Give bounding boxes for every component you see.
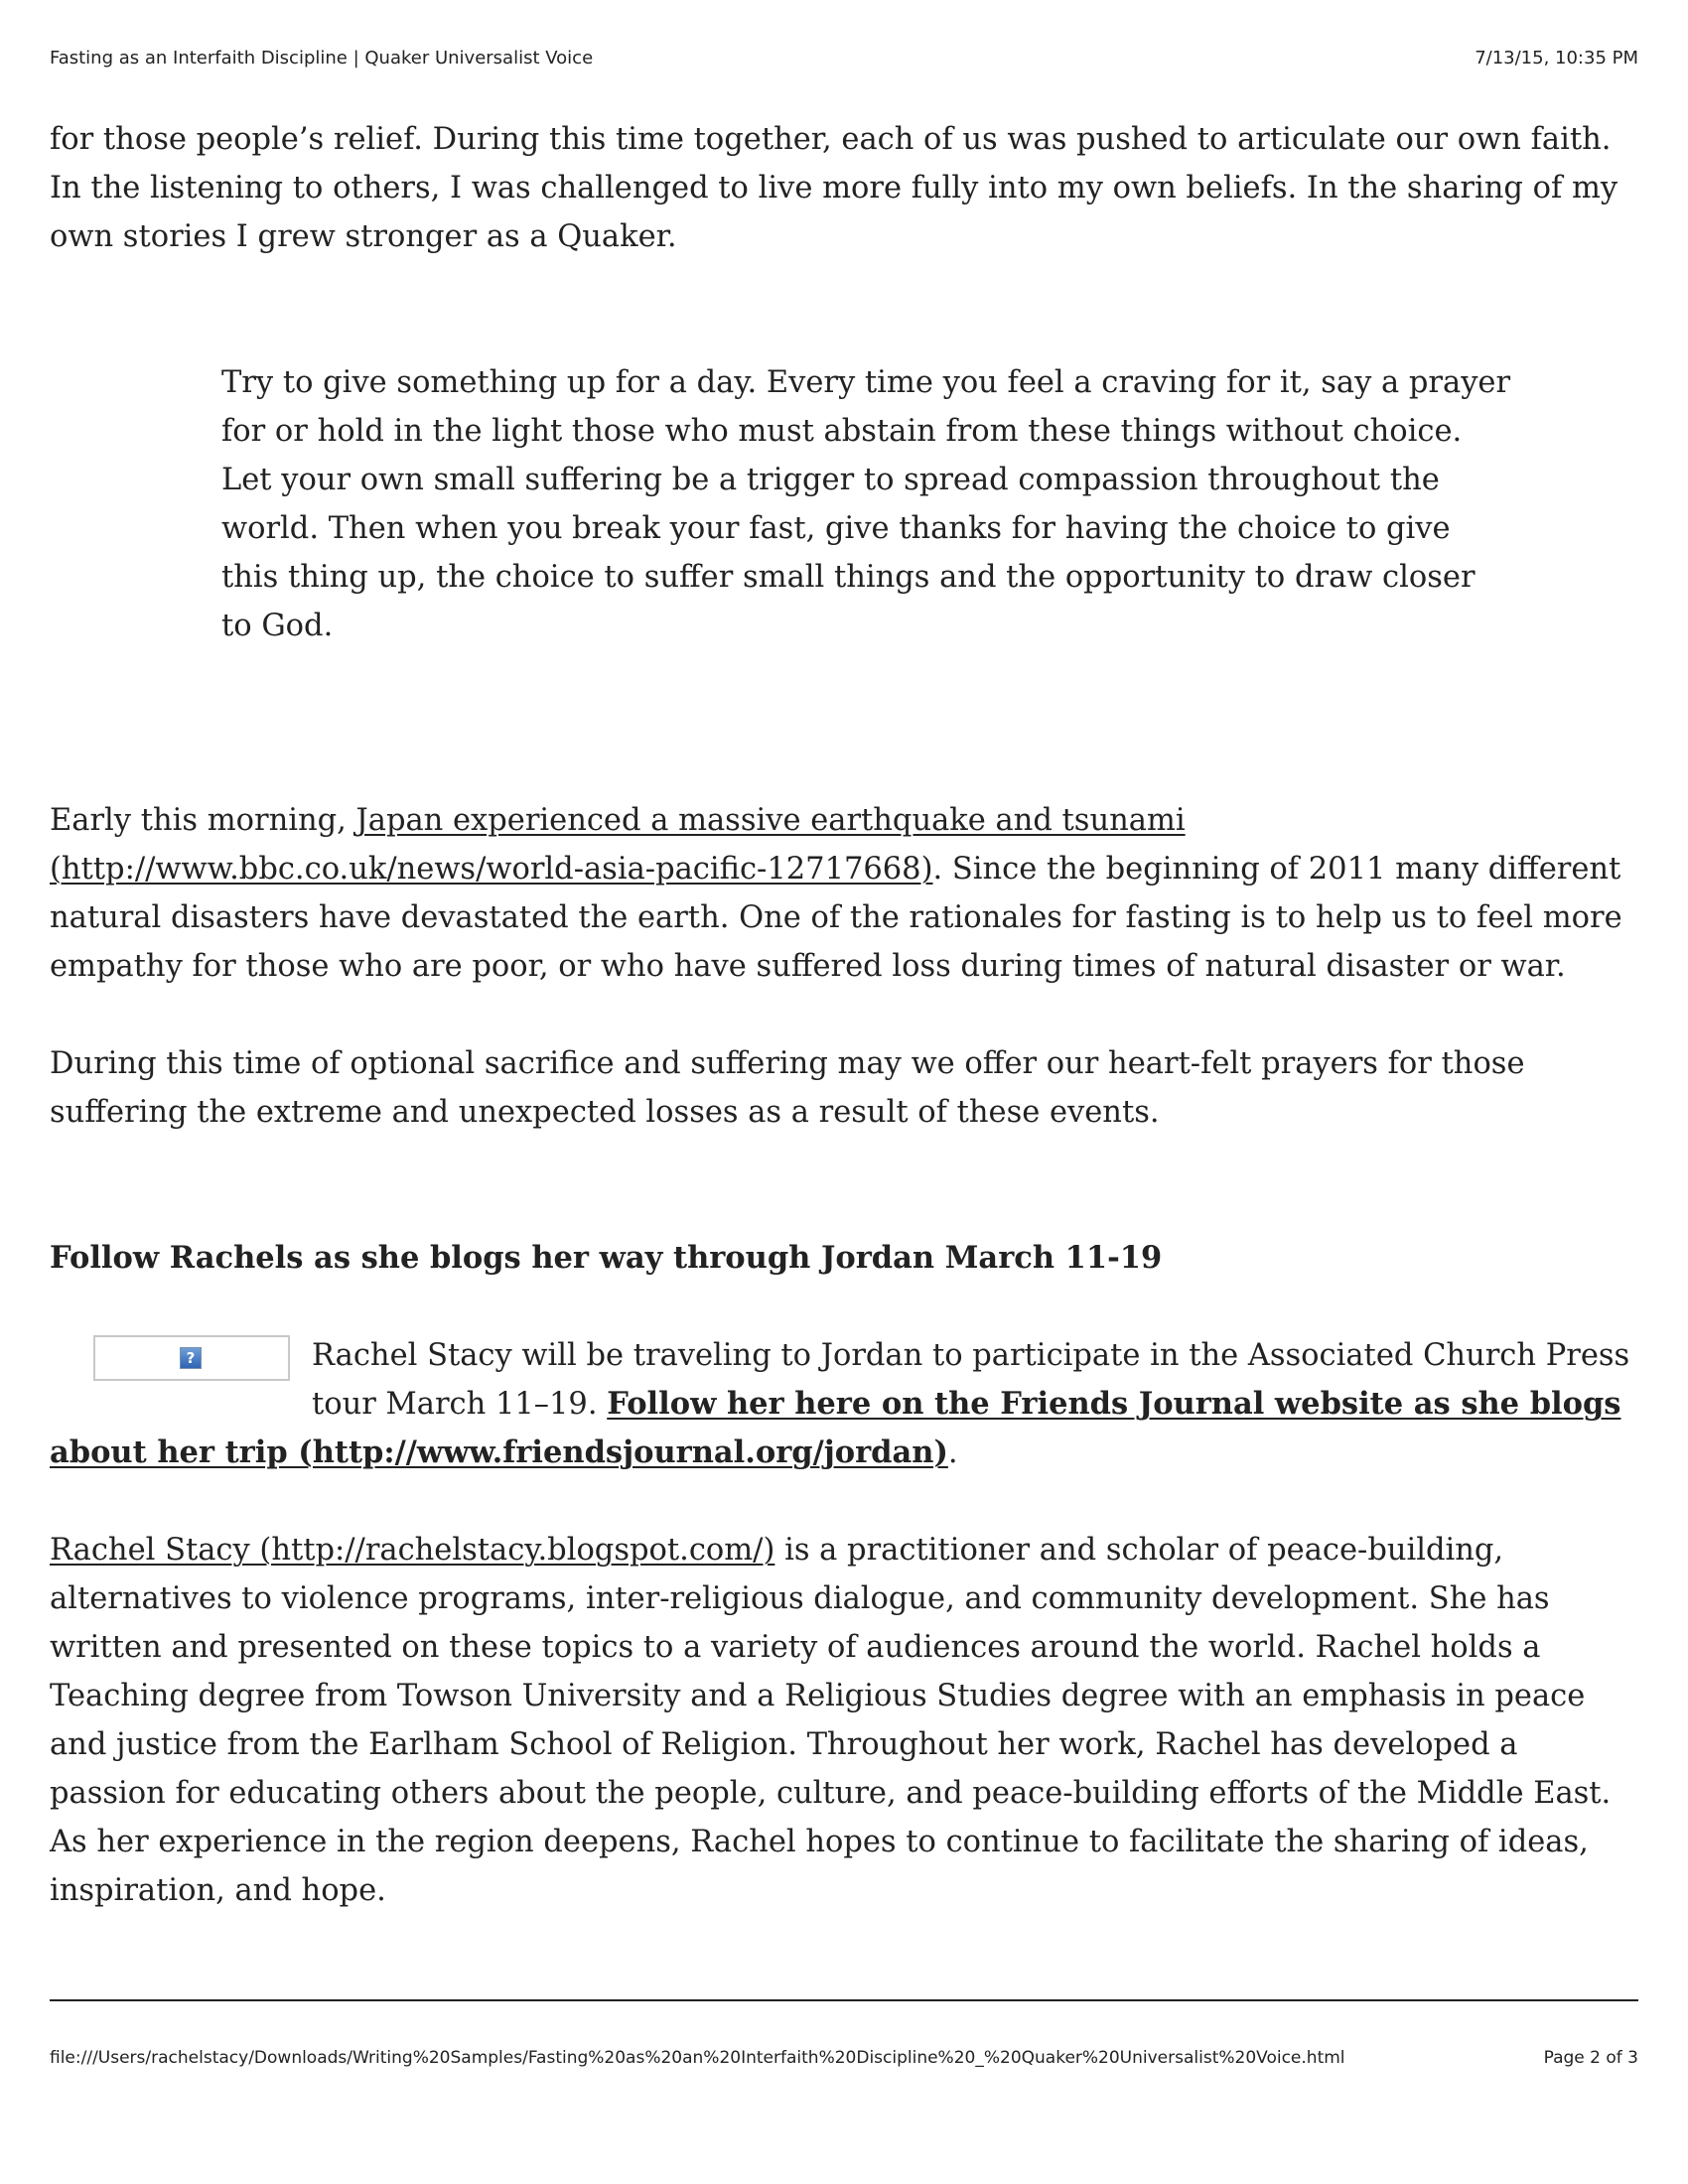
japan-lead-text: Early this morning, bbox=[50, 803, 356, 838]
japan-paragraph bbox=[50, 796, 1638, 991]
page-title: Fasting as an Interfaith Discipline | Quaker Universalist Voice bbox=[50, 48, 594, 68]
friends-journal-link[interactable]: Follow her here on the Friends Journal website as she blogs about her trip (http://www.friendsjournal.org/jordan) bbox=[50, 1386, 1621, 1470]
trip-paragraph bbox=[50, 1331, 1638, 1477]
print-footer bbox=[50, 2048, 1638, 2072]
bio-paragraph bbox=[50, 1526, 1638, 1915]
print-datetime: 7/13/15, 10:35 PM bbox=[1475, 48, 1638, 68]
intro-paragraph: for those people’s relief. During this time together, each of us was pushed to articulate our own faith. In the listening to others, I was challenged to live more fully into my own beliefs. In the sharing of my own stories I grew stronger as a Quaker. bbox=[50, 122, 1618, 254]
article-content bbox=[50, 115, 1638, 1915]
broken-image-placeholder bbox=[93, 1335, 290, 1381]
bio-rest-text: is a practitioner and scholar of peace-building, alternatives to violence programs, inter-religious dialogue, and community development. She has written and presented on these topics to a variety of audiences around the world. Rachel holds a Teaching degree from Towson University and a Religious Studies degree with an emphasis in peace and justice from the Earlham School of Religion. Throughout her work, Rachel has developed a passion for educating others about the people, culture, and peace-building efforts of the Middle East. As her experience in the region deepens, Rachel hopes to continue to facilitate the sharing of ideas, inspiration, and hope. bbox=[50, 1533, 1612, 1908]
prayer-paragraph: During this time of optional sacrifice and suffering may we offer our heart-felt prayers for those suffering the extreme and unexpected losses as a result of these events. bbox=[50, 1046, 1525, 1130]
question-mark-icon: ? bbox=[180, 1347, 202, 1369]
page-number: Page 2 of 3 bbox=[1543, 2048, 1638, 2068]
rachel-stacy-blog-link[interactable]: Rachel Stacy (http://rachelstacy.blogspot.com/) bbox=[50, 1533, 775, 1568]
trip-end-text: . bbox=[947, 1435, 958, 1470]
trip-lead-text: Rachel Stacy will be traveling to Jordan to participate in the Associated Church Press tour March 11–19. bbox=[312, 1338, 1630, 1422]
print-header bbox=[50, 48, 1638, 71]
japan-earthquake-link[interactable]: Japan experienced a massive earthquake and tsunami (http://www.bbc.co.uk/news/world-asia-pacific-12717668) bbox=[50, 803, 1186, 887]
file-url: file:///Users/rachelstacy/Downloads/Writing%20Samples/Fasting%20as%20an%20Interfaith%20Discipline%20_%20Quaker%20Universalist%20Voice.html bbox=[50, 2048, 1345, 2068]
fasting-blockquote: Try to give something up for a day. Every time you feel a craving for it, say a prayer for or hold in the light those who must abstain from these things without choice. Let your own small suffering be a trigger to spread compassion throughout the world. Then when you break your fast, give thanks for having the choice to give this thing up, the choice to suffer small things and the opportunity to draw closer to God. bbox=[221, 365, 1511, 643]
follow-heading: Follow Rachels as she blogs her way through Jordan March 11-19 bbox=[50, 1240, 1163, 1276]
footer-divider bbox=[50, 1999, 1638, 2001]
japan-rest-text: . Since the beginning of 2011 many different natural disasters have devastated the earth. One of the rationales for fasting is to help us to feel more empathy for those who are poor, or who have suffered loss during times of natural disaster or war. bbox=[50, 852, 1622, 984]
